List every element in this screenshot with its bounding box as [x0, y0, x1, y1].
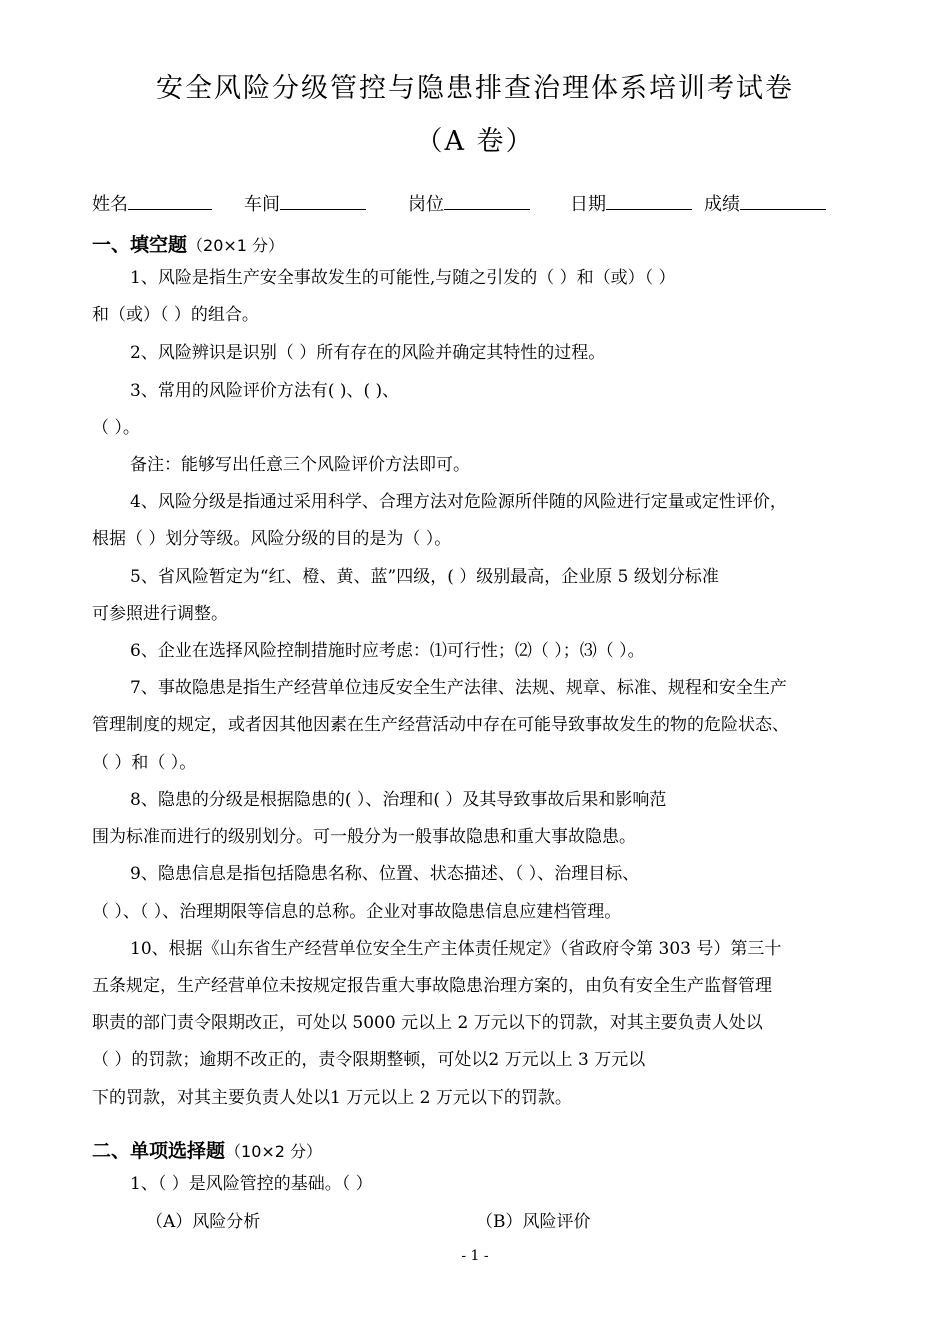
page-number: - 1 - [461, 1248, 489, 1264]
question-line: 下的罚款，对其主要负责人处以1 万元以上 2 万元以下的罚款。 [92, 1088, 572, 1108]
score-blank[interactable] [740, 191, 826, 210]
name-field: 姓名 [92, 190, 212, 216]
question-line: （ ）、（ ）、治理期限等信息的总称。企业对事故隐患信息应建档管理。 [92, 902, 622, 922]
question-line: 3、常用的风险评价方法有( )、( )、 [130, 381, 400, 401]
workshop-blank[interactable] [280, 191, 366, 210]
question-line: 根据（ ）划分等级。风险分级的目的是为（ ）。 [92, 529, 452, 549]
section-single-choice-heading: 二、单项选择题（10×2 分） [92, 1140, 323, 1162]
question-line: 5、省风险暂定为“红、橙、黄、蓝”四级，( ）级别最高，企业原 5 级划分标准 [130, 567, 719, 587]
question-line: 7、事故隐患是指生产经营单位违反安全生产法律、法规、规章、标准、规程和安全生产 [130, 678, 787, 698]
question-line: 4、风险分级是指通过采用科学、合理方法对危险源所伴随的风险进行定量或定性评价， [130, 492, 787, 512]
workshop-field: 车间 [244, 190, 366, 216]
question-line: 围为标准而进行的级别划分。可一般分为一般事故隐患和重大事故隐患。 [92, 827, 636, 847]
page-subtitle: （A 卷） [415, 126, 535, 157]
score-field: 成绩 [704, 190, 826, 216]
position-blank[interactable] [444, 191, 530, 210]
question-line: 和（或）（ ）的组合。 [92, 305, 259, 325]
question-line: 2、风险辨识是识别（ ）所有存在的风险并确定其特性的过程。 [130, 343, 606, 363]
student-info-row [92, 190, 872, 220]
date-blank[interactable] [606, 191, 692, 210]
question-line: （ ）的罚款；逾期不改正的，责令限期整顿，可处以2 万元以上 3 万元以 [92, 1050, 646, 1070]
section-fill-in-blank-heading: 一、填空题（20×1 分） [92, 234, 285, 256]
question-line: 10、根据《山东省生产经营单位安全生产主体责任规定》（省政府令第 303 号）第三十 [130, 939, 782, 959]
question-line: （ ）和（ ）。 [92, 753, 197, 773]
date-field: 日期 [570, 190, 692, 216]
note-line: 备注：能够写出任意三个风险评价方法即可。 [130, 455, 470, 475]
choice-option-b[interactable]: （B）风险评价 [476, 1212, 591, 1232]
name-blank[interactable] [128, 191, 212, 210]
question-line: 管理制度的规定，或者因其他因素在生产经营活动中存在可能导致事故发生的物的危险状态、 [92, 715, 789, 735]
question-line: 1、风险是指生产安全事故发生的可能性,与随之引发的（ ）和（或）（ ） [130, 268, 676, 288]
question-line: 8、隐患的分级是根据隐患的( ）、治理和( ）及其导致事故后果和影响范 [130, 790, 667, 810]
position-field: 岗位 [408, 190, 530, 216]
choice-option-a[interactable]: （A）风险分析 [146, 1212, 261, 1232]
question-line: 五条规定，生产经营单位未按规定报告重大事故隐患治理方案的，由负有安全生产监督管理 [92, 976, 772, 996]
question-line: 6、企业在选择风险控制措施时应考虑：⑴可行性；⑵（ ）；⑶（ ）。 [130, 641, 645, 661]
question-line: 职责的部门责令限期改正，可处以 5000 元以上 2 万元以下的罚款，对其主要负责人处以 [92, 1013, 763, 1033]
question-line: 可参照进行调整。 [92, 604, 228, 624]
page-title: 安全风险分级管控与隐患排查治理体系培训考试卷 [156, 73, 794, 104]
question-line: 9、隐患信息是指包括隐患名称、位置、状态描述、（ ）、治理目标、 [130, 864, 640, 884]
question-line: （ ）。 [92, 418, 140, 438]
choice-question: 1、（ ）是风险管控的基础。（ ） [130, 1174, 373, 1194]
